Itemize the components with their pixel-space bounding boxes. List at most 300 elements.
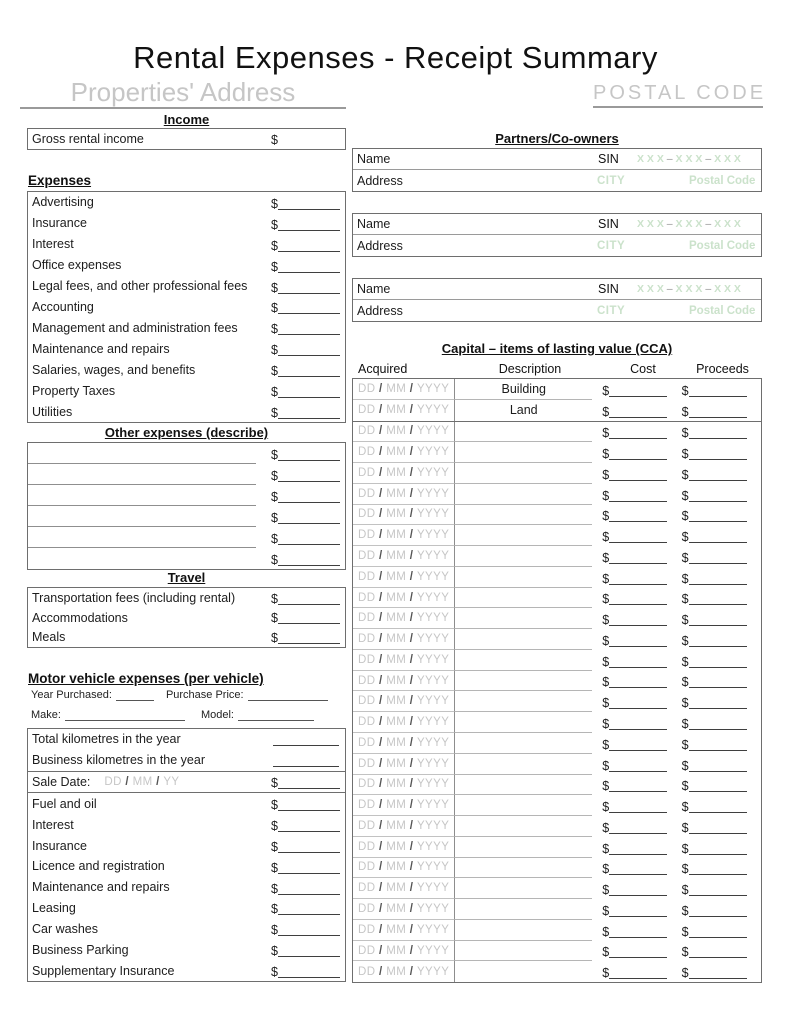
proceeds-field[interactable]	[682, 525, 761, 546]
date-separator: /	[406, 882, 417, 895]
date-separator: /	[406, 736, 417, 749]
acquired-date-field[interactable]	[353, 463, 455, 484]
cost-field[interactable]	[602, 858, 681, 879]
description-field[interactable]	[455, 878, 592, 899]
other-expenses-heading: Other expenses (describe)	[104, 425, 269, 440]
acquired-date-field[interactable]	[353, 691, 455, 712]
acquired-date-placeholder[interactable]	[358, 820, 449, 832]
description-field[interactable]	[455, 422, 592, 443]
year-purchased-label: Year Purchased:	[31, 689, 112, 701]
cost-field[interactable]	[602, 712, 681, 733]
currency-sign: $	[602, 924, 610, 939]
date-part: MM	[386, 840, 407, 853]
date-part: DD	[358, 736, 376, 749]
currency-sign: $	[681, 696, 689, 711]
acquired-date-placeholder[interactable]	[358, 529, 449, 541]
properties-address-field[interactable]	[20, 77, 346, 109]
proceeds-field[interactable]	[682, 671, 761, 692]
description-field[interactable]	[455, 484, 592, 505]
travel-label: Meals	[32, 630, 66, 645]
vehicle-expense-label: Fuel and oil	[32, 796, 97, 811]
date-part: MM	[386, 591, 407, 604]
description-field[interactable]	[455, 920, 592, 941]
acquired-date-field[interactable]	[353, 608, 455, 629]
acquired-date-placeholder[interactable]	[358, 508, 449, 520]
date-part: YYYY	[416, 508, 450, 521]
acquired-date-field[interactable]	[353, 733, 455, 754]
acquired-date-placeholder[interactable]	[358, 841, 449, 853]
cost-field[interactable]	[602, 650, 681, 671]
description-field[interactable]: Land	[509, 403, 538, 418]
date-separator: /	[406, 653, 417, 666]
currency-sign: $	[271, 944, 278, 959]
capital-row	[353, 400, 761, 422]
proceeds-field[interactable]	[682, 629, 761, 650]
description-field[interactable]	[455, 961, 592, 982]
currency-sign: $	[271, 591, 278, 606]
acquired-date-placeholder[interactable]	[358, 966, 449, 978]
vehicle-expense-amount-field[interactable]	[271, 960, 340, 981]
currency-sign: $	[271, 385, 278, 400]
currency-sign: $	[271, 839, 278, 854]
acquired-date-placeholder[interactable]	[358, 425, 449, 437]
acquired-date-placeholder[interactable]	[358, 446, 449, 458]
travel-label: Transportation fees (including rental)	[32, 590, 236, 605]
acquired-date-placeholder[interactable]	[358, 758, 449, 770]
description-field[interactable]: Building	[455, 379, 592, 400]
expense-amount-field[interactable]	[271, 234, 340, 255]
expense-label: Maintenance and repairs	[32, 341, 170, 356]
currency-sign: $	[681, 820, 689, 835]
sin-field[interactable]	[637, 283, 741, 295]
acquired-date-placeholder[interactable]	[358, 383, 449, 395]
description-field[interactable]	[455, 775, 592, 796]
date-separator: /	[375, 882, 387, 895]
acquired-date-field[interactable]	[353, 629, 455, 650]
cost-field[interactable]	[602, 400, 681, 421]
date-separator: /	[406, 861, 417, 874]
description-field[interactable]	[455, 525, 592, 546]
amount-line	[609, 885, 667, 896]
acquired-date-placeholder[interactable]	[358, 861, 449, 873]
sin-field[interactable]	[637, 218, 741, 230]
vehicle-expense-amount-field[interactable]	[271, 835, 340, 856]
amount-line	[609, 719, 667, 730]
description-field[interactable]	[455, 629, 592, 650]
other-expense-amount-field[interactable]	[271, 464, 340, 485]
proceeds-field[interactable]	[682, 650, 761, 671]
date-part: YYYY	[416, 819, 450, 832]
cost-field[interactable]	[602, 588, 681, 609]
proceeds-field[interactable]	[682, 795, 761, 816]
date-part: YYYY	[416, 861, 450, 874]
expense-label: Accounting	[32, 299, 94, 314]
date-part: DD	[358, 674, 376, 687]
currency-sign: $	[271, 631, 278, 646]
sale-date-row	[28, 771, 345, 793]
acquired-date-field[interactable]	[353, 671, 455, 692]
proceeds-field[interactable]	[682, 754, 761, 775]
vehicle-expense-amount-field[interactable]	[271, 814, 340, 835]
proceeds-field[interactable]	[682, 691, 761, 712]
other-expense-amount-field[interactable]	[271, 506, 340, 527]
vehicle-expense-row	[28, 814, 345, 835]
currency-sign: $	[681, 758, 689, 773]
acquired-date-field[interactable]	[353, 878, 455, 899]
city-placeholder[interactable]: CITY	[597, 304, 626, 317]
date-separator: /	[406, 508, 417, 521]
proceeds-field[interactable]	[682, 379, 761, 400]
acquired-date-field[interactable]	[353, 442, 455, 463]
cost-field[interactable]	[602, 608, 681, 629]
cost-field[interactable]	[602, 961, 681, 982]
expense-amount-field[interactable]	[271, 255, 340, 276]
proceeds-field[interactable]	[682, 858, 761, 879]
cost-field[interactable]	[602, 442, 681, 463]
description-field[interactable]	[455, 442, 592, 463]
date-separator: /	[375, 550, 387, 562]
vehicle-expense-amount-field[interactable]	[271, 856, 340, 877]
acquired-date-placeholder[interactable]	[358, 903, 449, 915]
acquired-date-placeholder[interactable]	[358, 882, 449, 894]
partner-block	[352, 278, 762, 322]
postal-code-field[interactable]	[593, 82, 767, 108]
date-separator: /	[375, 466, 387, 479]
vehicle-expense-amount-field[interactable]	[271, 898, 340, 919]
currency-sign: $	[271, 881, 278, 896]
postal-code-placeholder[interactable]: Postal Code	[689, 174, 756, 187]
proceeds-field[interactable]	[682, 484, 761, 505]
name-label: Name	[357, 282, 391, 296]
acquired-date-placeholder[interactable]	[358, 592, 449, 604]
currency-sign: $	[681, 654, 689, 669]
expense-label: Advertising	[32, 195, 94, 210]
amount-line	[278, 387, 340, 398]
date-separator: /	[375, 923, 387, 936]
amount-line	[689, 657, 747, 668]
cost-field[interactable]	[602, 463, 681, 484]
date-separator: /	[375, 529, 387, 542]
description-field[interactable]	[455, 588, 592, 609]
expense-label: Interest	[32, 237, 74, 252]
date-separator: /	[375, 695, 387, 708]
expense-amount-field[interactable]	[271, 276, 340, 297]
currency-sign: $	[602, 488, 610, 503]
acquired-date-field[interactable]	[353, 816, 455, 837]
currency-sign: $	[602, 550, 610, 565]
acquired-date-field[interactable]	[353, 961, 455, 982]
date-part: DD	[358, 861, 376, 874]
description-field[interactable]	[455, 941, 592, 962]
kilometres-field[interactable]	[273, 766, 339, 767]
date-separator: /	[406, 757, 417, 770]
proceeds-field[interactable]	[682, 567, 761, 588]
cost-field[interactable]	[602, 671, 681, 692]
proceeds-field[interactable]	[682, 442, 761, 463]
acquired-date-field[interactable]	[353, 775, 455, 796]
proceeds-field[interactable]	[682, 422, 761, 443]
capital-row	[353, 754, 761, 775]
date-part: YYYY	[416, 944, 450, 957]
cost-field[interactable]	[602, 733, 681, 754]
sin-label: SIN	[598, 152, 619, 166]
amount-line	[278, 800, 340, 811]
acquired-date-placeholder[interactable]	[358, 488, 449, 500]
date-part: DD	[358, 840, 376, 853]
vehicle-expense-amount-field[interactable]	[271, 918, 340, 939]
expense-row	[28, 359, 345, 380]
amount-line	[689, 947, 747, 958]
acquired-date-placeholder[interactable]	[358, 675, 449, 687]
proceeds-field[interactable]	[682, 920, 761, 941]
city-placeholder[interactable]: CITY	[597, 174, 626, 187]
proceeds-field[interactable]	[682, 733, 761, 754]
proceeds-field[interactable]	[682, 463, 761, 484]
date-part: DD	[104, 776, 122, 789]
cost-field[interactable]	[602, 941, 681, 962]
expense-amount-field[interactable]	[271, 338, 340, 359]
currency-sign: $	[602, 383, 610, 398]
cost-field[interactable]	[602, 795, 681, 816]
income-box	[27, 128, 346, 150]
travel-amount-field[interactable]	[271, 588, 340, 608]
description-field[interactable]	[455, 899, 592, 920]
partner-address-row	[353, 170, 761, 191]
currency-sign: $	[271, 196, 278, 211]
acquired-date-field[interactable]	[353, 546, 455, 567]
cost-field[interactable]	[602, 775, 681, 796]
description-field[interactable]	[455, 795, 592, 816]
description-field[interactable]	[455, 546, 592, 567]
acquired-date-placeholder[interactable]	[358, 924, 449, 936]
acquired-date-placeholder[interactable]	[358, 945, 449, 957]
amount-line	[278, 262, 340, 273]
cost-field[interactable]	[602, 837, 681, 858]
expense-amount-field[interactable]	[271, 297, 340, 318]
date-part: YYYY	[416, 882, 450, 895]
sin-digits-placeholder: X X X	[675, 153, 703, 165]
date-part: YYYY	[416, 674, 450, 687]
currency-sign: $	[271, 301, 278, 316]
date-part: DD	[358, 550, 376, 562]
description-field[interactable]	[455, 463, 592, 484]
proceeds-field[interactable]	[682, 608, 761, 629]
acquired-date-placeholder[interactable]	[358, 550, 449, 562]
expense-amount-field[interactable]	[271, 317, 340, 338]
amount-line	[609, 657, 667, 668]
acquired-date-placeholder[interactable]	[358, 737, 449, 749]
vehicle-expense-amount-field[interactable]	[271, 877, 340, 898]
name-label: Name	[357, 152, 391, 166]
acquired-date-placeholder[interactable]	[358, 633, 449, 645]
date-separator: /	[152, 776, 164, 789]
acquired-date-placeholder[interactable]	[358, 716, 449, 728]
date-part: YYYY	[416, 695, 450, 708]
cost-field[interactable]	[602, 754, 681, 775]
cost-field[interactable]	[602, 546, 681, 567]
date-separator: /	[406, 695, 417, 708]
purchase-price-field[interactable]	[248, 691, 328, 701]
currency-sign: $	[681, 675, 689, 690]
make-field[interactable]	[65, 711, 185, 721]
income-amount-field[interactable]	[271, 129, 278, 149]
currency-sign: $	[271, 511, 278, 525]
date-separator: /	[375, 819, 387, 832]
proceeds-field[interactable]	[682, 775, 761, 796]
acquired-date-placeholder[interactable]	[358, 571, 449, 583]
amount-line	[609, 594, 667, 605]
cost-field[interactable]	[602, 691, 681, 712]
acquired-date-placeholder[interactable]	[358, 612, 449, 624]
amount-line	[689, 449, 747, 460]
amount-line	[278, 345, 340, 356]
description-field[interactable]	[455, 712, 592, 733]
proceeds-field[interactable]	[682, 941, 761, 962]
proceeds-field[interactable]	[682, 837, 761, 858]
other-expense-amount-field[interactable]	[271, 485, 340, 506]
acquired-date-field[interactable]	[353, 422, 455, 443]
cost-field[interactable]	[602, 920, 681, 941]
cost-field[interactable]	[602, 899, 681, 920]
amount-line	[278, 863, 340, 874]
expenses-box	[27, 191, 346, 423]
proceeds-field[interactable]	[682, 546, 761, 567]
cost-field[interactable]	[602, 878, 681, 899]
travel-amount-field[interactable]	[271, 627, 340, 647]
cost-field[interactable]	[602, 629, 681, 650]
capital-row	[353, 546, 761, 567]
currency-sign: $	[271, 405, 278, 420]
proceeds-field[interactable]	[682, 712, 761, 733]
expense-amount-field[interactable]	[271, 359, 340, 380]
acquired-date-field[interactable]	[353, 505, 455, 526]
proceeds-field[interactable]	[682, 961, 761, 982]
cost-field[interactable]	[602, 422, 681, 443]
acquired-date-placeholder[interactable]	[358, 467, 449, 479]
acquired-date-placeholder[interactable]	[358, 778, 449, 790]
date-separator: /	[406, 674, 417, 687]
cost-field[interactable]	[602, 484, 681, 505]
other-expense-row	[28, 527, 345, 548]
acquired-date-field[interactable]	[353, 567, 455, 588]
currency-sign: $	[681, 924, 689, 939]
currency-sign: $	[602, 571, 610, 586]
proceeds-field[interactable]	[682, 400, 761, 421]
amount-line	[609, 470, 667, 481]
acquired-date-placeholder[interactable]	[358, 799, 449, 811]
partner-address-row	[353, 300, 761, 321]
model-field[interactable]	[238, 711, 314, 721]
proceeds-field[interactable]	[682, 899, 761, 920]
acquired-date-field[interactable]	[353, 379, 455, 400]
year-purchased-field[interactable]	[116, 691, 154, 701]
amount-line	[609, 449, 667, 460]
expense-amount-field[interactable]	[271, 401, 340, 422]
vehicle-expense-amount-field[interactable]	[271, 939, 340, 960]
description-field[interactable]	[455, 691, 592, 712]
currency-sign: $	[681, 426, 689, 441]
proceeds-field[interactable]	[682, 816, 761, 837]
proceeds-field[interactable]	[682, 588, 761, 609]
amount-line	[689, 407, 747, 418]
acquired-date-field[interactable]	[353, 899, 455, 920]
description-field[interactable]	[455, 567, 592, 588]
expense-amount-field[interactable]	[271, 192, 340, 213]
currency-sign: $	[681, 571, 689, 586]
acquired-date-field[interactable]	[353, 712, 455, 733]
postal-code-placeholder[interactable]: Postal Code	[689, 304, 756, 317]
acquired-date-field[interactable]	[353, 920, 455, 941]
postal-code-placeholder[interactable]: Postal Code	[689, 239, 756, 252]
cost-field[interactable]	[602, 567, 681, 588]
sin-field[interactable]	[637, 153, 741, 165]
proceeds-field[interactable]	[682, 505, 761, 526]
expense-row	[28, 380, 345, 401]
acquired-date-field[interactable]	[353, 754, 455, 775]
other-expense-amount-field[interactable]	[271, 443, 340, 464]
acquired-date-field[interactable]	[353, 858, 455, 879]
currency-sign: $	[602, 467, 610, 482]
acquired-date-field[interactable]	[353, 588, 455, 609]
other-expense-amount-field[interactable]	[271, 527, 340, 548]
currency-sign: $	[681, 717, 689, 732]
date-part: MM	[386, 757, 407, 770]
proceeds-field[interactable]	[682, 878, 761, 899]
cost-field[interactable]	[602, 525, 681, 546]
date-part: MM	[386, 382, 407, 395]
acquired-date-placeholder[interactable]	[358, 695, 449, 707]
sale-amount-field[interactable]	[271, 772, 340, 793]
acquired-date-field[interactable]	[353, 795, 455, 816]
acquired-date-field[interactable]	[353, 525, 455, 546]
other-expense-amount-field[interactable]	[271, 548, 340, 569]
acquired-date-placeholder[interactable]	[358, 654, 449, 666]
city-placeholder[interactable]: CITY	[597, 239, 626, 252]
acquired-date-field[interactable]	[353, 484, 455, 505]
description-field[interactable]	[455, 671, 592, 692]
expense-amount-field[interactable]	[271, 380, 340, 401]
amount-line	[278, 199, 340, 210]
cost-field[interactable]	[602, 816, 681, 837]
kilometres-field[interactable]	[273, 745, 339, 746]
currency-sign: $	[271, 611, 278, 626]
vehicle-expense-amount-field[interactable]	[271, 793, 340, 814]
description-field[interactable]	[455, 505, 592, 526]
acquired-date-field[interactable]	[353, 650, 455, 671]
sale-date-field[interactable]	[104, 776, 179, 788]
vehicle-expense-label: Leasing	[32, 901, 76, 916]
date-part: YYYY	[416, 529, 450, 542]
description-field[interactable]	[455, 650, 592, 671]
cost-field[interactable]	[602, 379, 681, 400]
description-field[interactable]	[455, 608, 592, 629]
acquired-date-field[interactable]	[353, 941, 455, 962]
acquired-date-field[interactable]	[353, 400, 455, 421]
acquired-date-placeholder[interactable]	[358, 404, 449, 416]
cost-field[interactable]	[602, 505, 681, 526]
description-field[interactable]	[455, 816, 592, 837]
expense-amount-field[interactable]	[271, 213, 340, 234]
description-field[interactable]	[455, 754, 592, 775]
currency-sign: $	[271, 280, 278, 295]
acquired-date-field[interactable]	[353, 837, 455, 858]
travel-amount-field[interactable]	[271, 608, 340, 628]
amount-line	[278, 555, 340, 566]
amount-line	[609, 906, 667, 917]
description-field[interactable]	[455, 837, 592, 858]
description-field[interactable]	[455, 733, 592, 754]
description-field[interactable]	[455, 858, 592, 879]
